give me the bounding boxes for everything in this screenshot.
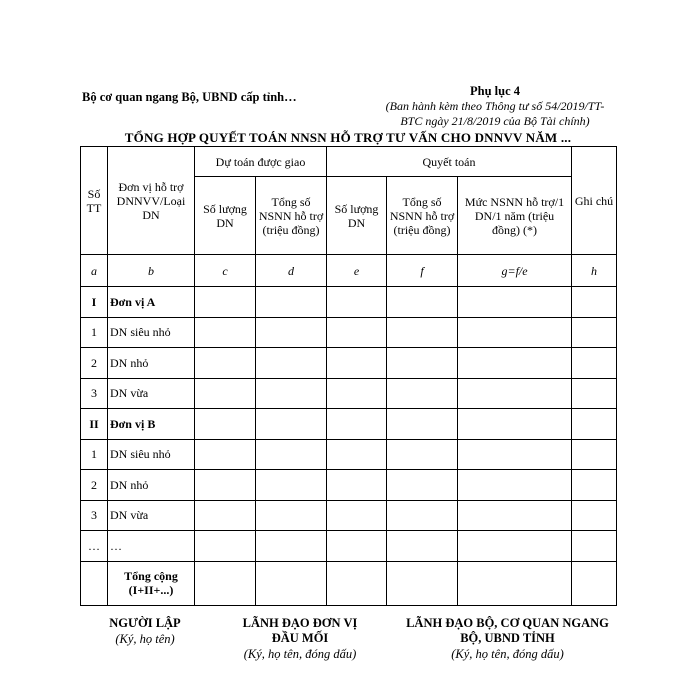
empty-cell <box>572 500 617 531</box>
column-code: b <box>108 255 195 287</box>
empty-cell <box>327 348 387 379</box>
empty-cell <box>195 317 256 348</box>
total-label <box>108 561 195 605</box>
column-code: c <box>195 255 256 287</box>
empty-cell <box>327 531 387 562</box>
header-note: Ghi chú <box>572 147 617 255</box>
row-stt: … <box>81 531 108 562</box>
empty-cell <box>327 439 387 470</box>
empty-cell <box>458 348 572 379</box>
row-unit-name: Đơn vị A <box>108 287 195 318</box>
signature-preparer <box>90 616 200 648</box>
row-stt: 2 <box>81 348 108 379</box>
empty-cell <box>572 531 617 562</box>
ministry-title-line1: LÃNH ĐẠO BỘ, CƠ QUAN NGANG <box>406 616 609 630</box>
focal-title-line1: LÃNH ĐẠO ĐƠN VỊ <box>242 616 358 630</box>
empty-cell <box>458 378 572 409</box>
header-plan-qty: Số lượng DN <box>195 177 256 255</box>
empty-cell <box>256 470 327 501</box>
column-code-row <box>81 255 617 287</box>
header-unit: Đơn vị hỗ trợ DNNVV/Loại DN <box>108 147 195 255</box>
focal-title-line2: ĐẦU MỐI <box>271 631 329 645</box>
column-code: a <box>81 255 108 287</box>
empty-cell <box>327 378 387 409</box>
row-unit-name: DN siêu nhỏ <box>108 317 195 348</box>
header-settle-total: Tổng số NSNN hỗ trợ (triệu đồng) <box>387 177 458 255</box>
empty-cell <box>387 378 458 409</box>
empty-cell <box>387 470 458 501</box>
table-row <box>81 348 617 379</box>
table-row <box>81 378 617 409</box>
empty-cell <box>387 439 458 470</box>
preparer-title: NGƯỜI LẬP <box>109 616 181 630</box>
empty-cell <box>327 287 387 318</box>
empty-cell <box>256 317 327 348</box>
table-row <box>81 470 617 501</box>
empty-cell <box>572 287 617 318</box>
header-plan-group: Dự toán được giao <box>195 147 327 177</box>
appendix-header <box>360 84 630 129</box>
column-code: h <box>572 255 617 287</box>
table-row <box>81 409 617 440</box>
column-code: g=f/e <box>458 255 572 287</box>
document-title: TỔNG HỢP QUYẾT TOÁN NNSN HỖ TRỢ TƯ VẤN CHO DNNVV NĂM ... <box>124 130 572 145</box>
empty-cell <box>195 439 256 470</box>
empty-cell <box>387 500 458 531</box>
row-stt: 2 <box>81 470 108 501</box>
empty-cell <box>458 470 572 501</box>
row-unit-name: Đơn vị B <box>108 409 195 440</box>
empty-cell <box>387 287 458 318</box>
table-row <box>81 317 617 348</box>
ministry-note: (Ký, họ tên, đóng dấu) <box>451 647 564 661</box>
header-settlement-group: Quyết toán <box>327 147 572 177</box>
preparer-note: (Ký, họ tên) <box>115 632 175 646</box>
table-row <box>81 531 617 562</box>
empty-cell <box>458 409 572 440</box>
empty-cell <box>458 439 572 470</box>
empty-cell <box>327 317 387 348</box>
empty-cell <box>195 470 256 501</box>
ministry-title-line2: BỘ, UBND TỈNH <box>460 631 555 645</box>
row-unit-name: DN vừa <box>108 378 195 409</box>
empty-cell <box>387 409 458 440</box>
row-stt: 1 <box>81 439 108 470</box>
empty-cell <box>327 470 387 501</box>
row-stt: I <box>81 287 108 318</box>
issuing-agency: Bộ cơ quan ngang Bộ, UBND cấp tỉnh… <box>82 90 297 104</box>
table-row <box>81 287 617 318</box>
row-stt: 1 <box>81 317 108 348</box>
row-stt: 3 <box>81 500 108 531</box>
empty-cell <box>387 317 458 348</box>
empty-cell <box>256 531 327 562</box>
empty-cell <box>458 531 572 562</box>
empty-cell <box>256 409 327 440</box>
column-code: e <box>327 255 387 287</box>
settlement-table <box>80 146 617 606</box>
empty-cell <box>195 378 256 409</box>
empty-cell <box>387 348 458 379</box>
table-row <box>81 439 617 470</box>
empty-cell <box>195 287 256 318</box>
empty-cell <box>327 409 387 440</box>
table-row <box>81 500 617 531</box>
empty-cell <box>572 378 617 409</box>
row-unit-name: DN nhỏ <box>108 470 195 501</box>
empty-cell <box>256 500 327 531</box>
empty-cell <box>195 531 256 562</box>
empty-cell <box>572 409 617 440</box>
appendix-subtitle-line2: BTC ngày 21/8/2019 của Bộ Tài chính) <box>400 114 590 128</box>
column-code: f <box>387 255 458 287</box>
header-plan-total: Tổng số NSNN hỗ trợ (triệu đồng) <box>256 177 327 255</box>
empty-cell <box>195 500 256 531</box>
empty-cell <box>458 317 572 348</box>
row-unit-name: DN siêu nhỏ <box>108 439 195 470</box>
row-unit-name: DN vừa <box>108 500 195 531</box>
row-stt: II <box>81 409 108 440</box>
empty-cell <box>256 378 327 409</box>
signature-focal-unit <box>220 616 380 663</box>
header-rate: Mức NSNN hỗ trợ/1 DN/1 năm (triệu đồng) (*) <box>458 177 572 255</box>
signature-ministry <box>390 616 625 663</box>
empty-cell <box>195 348 256 379</box>
header-settle-qty: Số lượng DN <box>327 177 387 255</box>
empty-cell <box>572 348 617 379</box>
focal-note: (Ký, họ tên, đóng dấu) <box>243 647 357 661</box>
row-stt: 3 <box>81 378 108 409</box>
empty-cell <box>195 409 256 440</box>
appendix-title: Phụ lục 4 <box>469 84 520 98</box>
total-label-line2: (I+II+...) <box>128 583 174 597</box>
row-unit-name: DN nhỏ <box>108 348 195 379</box>
row-unit-name: … <box>108 531 195 562</box>
appendix-subtitle-line1: (Ban hành kèm theo Thông tư số 54/2019/TT- <box>385 99 605 113</box>
empty-cell <box>256 439 327 470</box>
empty-cell <box>572 470 617 501</box>
empty-cell <box>458 500 572 531</box>
column-code: d <box>256 255 327 287</box>
empty-cell <box>458 287 572 318</box>
empty-cell <box>256 348 327 379</box>
empty-cell <box>572 317 617 348</box>
total-row <box>81 561 617 605</box>
header-stt: Số TT <box>81 147 108 255</box>
empty-cell <box>256 287 327 318</box>
empty-cell <box>387 531 458 562</box>
empty-cell <box>327 500 387 531</box>
empty-cell <box>572 439 617 470</box>
total-label-line1: Tổng cộng <box>124 569 178 583</box>
